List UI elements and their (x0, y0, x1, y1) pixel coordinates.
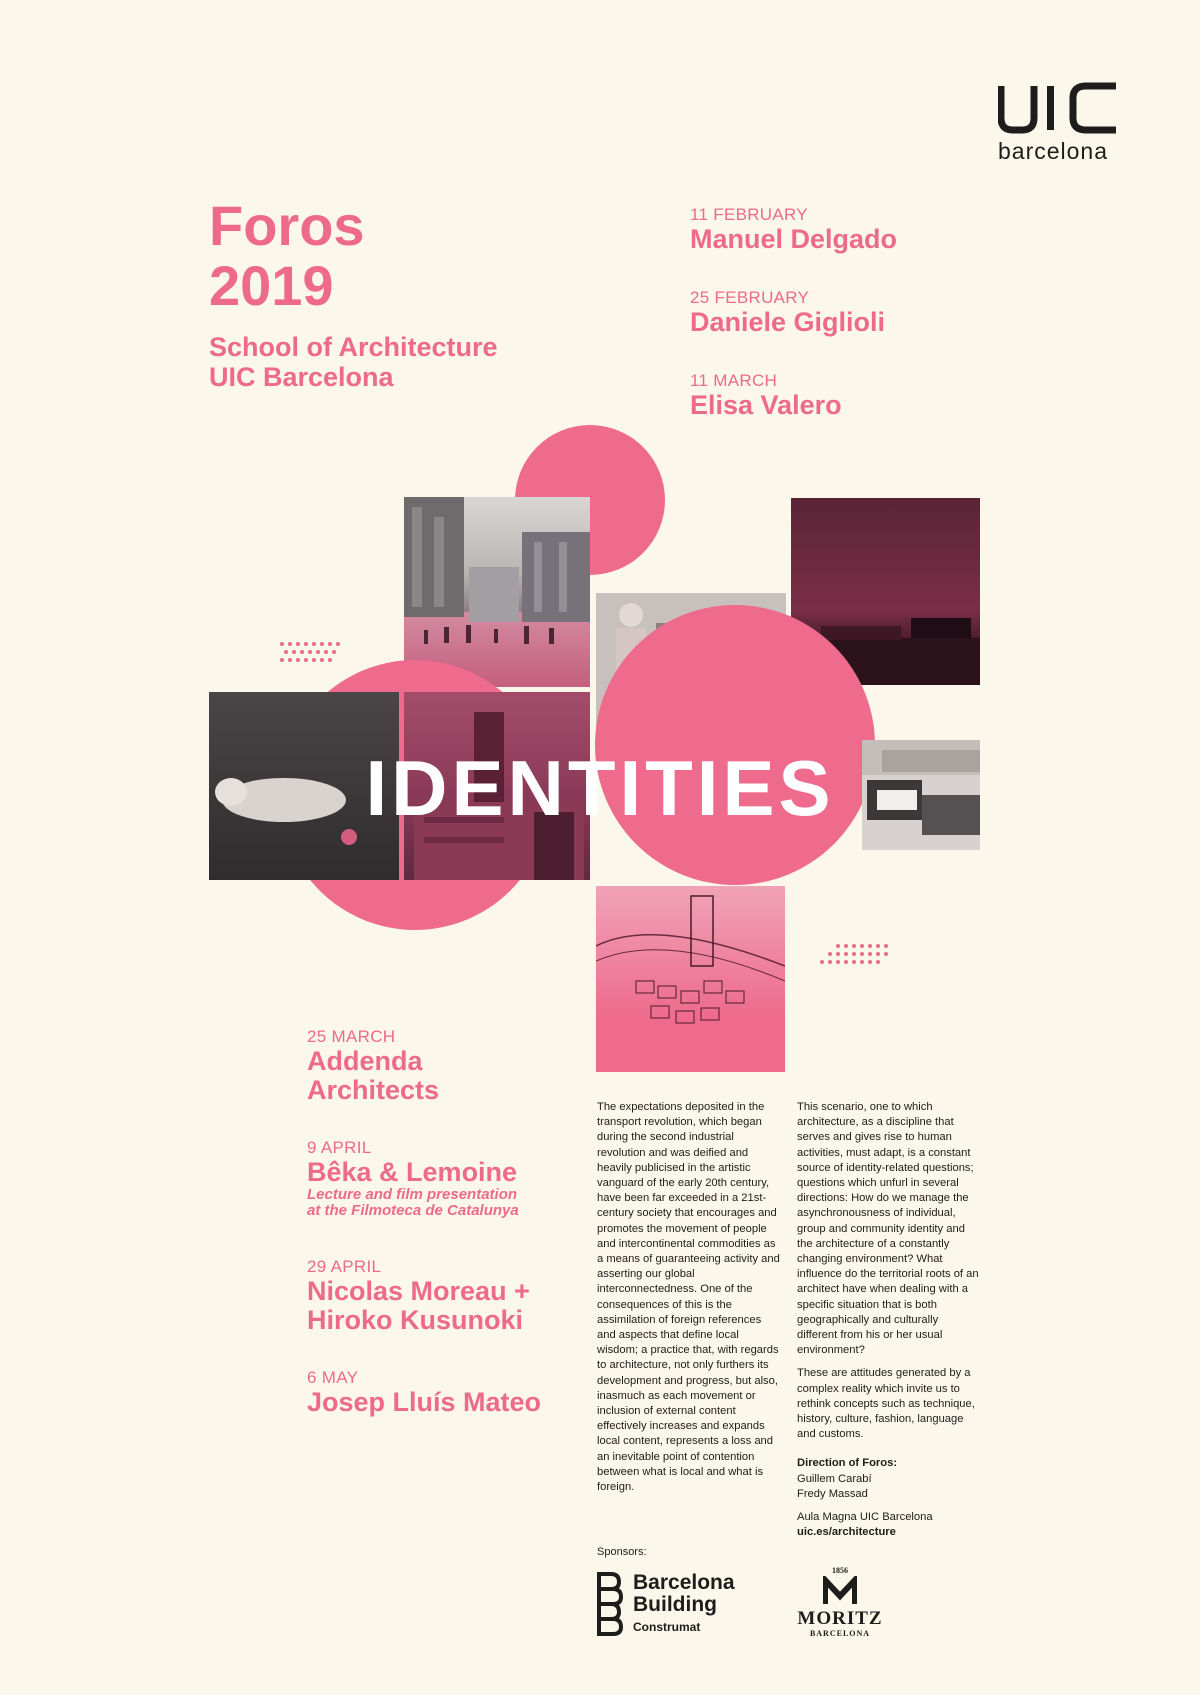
event-1 (690, 205, 897, 254)
event-speaker: Daniele Giglioli (690, 307, 886, 337)
moritz-logo (790, 1566, 900, 1640)
event-date: 25 MARCH (307, 1027, 396, 1046)
event-speaker-line1: Bêka & Lemoine (307, 1157, 518, 1187)
event-2 (690, 288, 885, 337)
moritz-name: MORITZ (797, 1608, 883, 1629)
event-speaker-line2: Hiroko Kusunoki (307, 1305, 524, 1335)
director-name: Guillem Carabí (797, 1472, 872, 1485)
website-link[interactable]: uic.es/architecture (797, 1526, 896, 1539)
uic-logo (998, 78, 1122, 143)
text-column-2 (797, 1100, 981, 1540)
venue: Aula Magna UIC Barcelona (797, 1511, 933, 1524)
direction-label: Direction of Foros: (797, 1457, 898, 1470)
dot-pattern-left (278, 640, 346, 668)
title-foros: Foros (209, 194, 365, 257)
school-name (209, 332, 498, 392)
bb-line3: Construmat (633, 1620, 701, 1634)
event-3 (690, 371, 842, 420)
event-speaker-line2: Architects (307, 1075, 440, 1105)
bb-logomark (597, 1572, 623, 1636)
event-speaker-line1: Addenda (307, 1046, 423, 1076)
dot-pattern-right (818, 942, 890, 970)
event-speaker: Manuel Delgado (690, 224, 898, 254)
director-name: Fredy Massad (797, 1487, 868, 1500)
school-line-1: School of Architecture (209, 332, 498, 362)
event-date: 11 FEBRUARY (690, 205, 808, 224)
street-photo (404, 497, 590, 687)
logo-city: barcelona (998, 138, 1109, 164)
event-7 (307, 1368, 541, 1417)
direction-block (797, 1456, 981, 1502)
headline: IDENTITIES (365, 744, 835, 832)
sponsors-label: Sponsors: (597, 1546, 647, 1558)
uic-logomark (998, 78, 1122, 134)
event-date: 6 MAY (307, 1368, 359, 1387)
event-date: 25 FEBRUARY (690, 288, 810, 307)
intro-paragraph: The expectations deposited in the transport revolution, which began during the second industrial revolution and was deified and heavily publicised in the artistic vanguard of the early 20th century, have been far exceeded in a 21st-century society that encourages and promotes the movement of people and intercontinental commodities as a means of guaranteeing activity and asserting our global interconnectedness. One of the consequences of this is the assimilation of foreign references and aspects that define local wisdom; a practice that, with regards to architecture, not only furthers its development and progress, but also, inasmuch as each movement or inclusion of external content effectively increases and expands local content, represents a loss and an inevitable point of contention between what is local and what is foreign. (597, 1101, 780, 1494)
text-column-1 (597, 1100, 781, 1503)
moritz-year: 1856 (832, 1566, 848, 1575)
venue-block (797, 1510, 981, 1540)
bb-line1: Barcelona (633, 1571, 735, 1594)
event-speaker-line1: Nicolas Moreau + (307, 1276, 530, 1306)
event-note-line1: Lecture and film presentation (307, 1186, 518, 1203)
event-speaker-line1: Josep Lluís Mateo (307, 1387, 542, 1417)
moritz-city: BARCELONA (809, 1629, 871, 1638)
bb-line2: Building (633, 1593, 717, 1616)
paragraph-2: This scenario, one to which architecture, as a discipline that serves and gives rise to human activities, must adapt, is a constant source of identity-related questions; questions which unfurl in several directions: How do we manage the asynchronousness of individual, group and community identity and the architecture of a constantly changing environment? What influence do the territorial roots of an architect have when dealing with a specific situation that is both geographically and culturally different from his or her usual environment? (797, 1101, 979, 1357)
event-date: 11 MARCH (690, 371, 778, 390)
barcelona-building-logo (597, 1570, 767, 1640)
event-4 (307, 1027, 439, 1105)
map-sketch (596, 886, 785, 1072)
event-speaker: Elisa Valero (690, 390, 842, 420)
moritz-m-icon (823, 1576, 857, 1606)
event-6 (307, 1257, 530, 1335)
title-year: 2019 (209, 254, 334, 317)
event-note-line2: at the Filmoteca de Catalunya (307, 1202, 519, 1219)
event-5 (307, 1138, 519, 1219)
event-date: 29 APRIL (307, 1257, 382, 1276)
school-line-2: UIC Barcelona (209, 362, 394, 392)
event-date: 9 APRIL (307, 1138, 372, 1157)
paragraph-3: These are attitudes generated by a complex reality which invite us to rethink concepts such as technique, history, culture, fashion, language and customs. (797, 1367, 975, 1441)
